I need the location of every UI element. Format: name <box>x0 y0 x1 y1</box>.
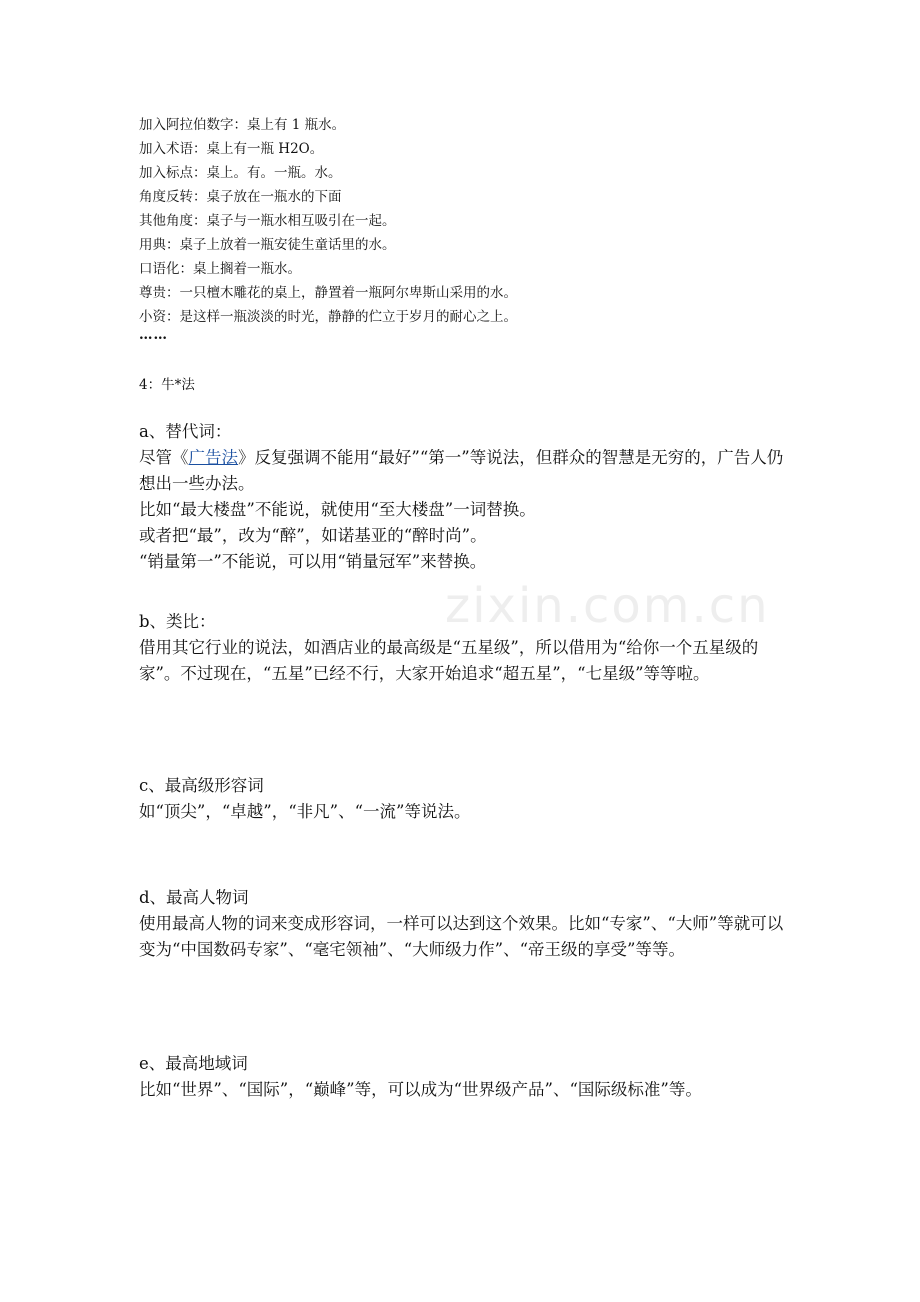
section-title: 4：牛*法 <box>139 377 195 393</box>
watermark: zixin.com.cn <box>445 578 770 634</box>
ellipsis: …… <box>139 327 168 343</box>
section-e-heading: e、最高地域词 <box>139 1054 248 1073</box>
example-line: 角度反转：桌子放在一瓶水的下面 <box>139 189 342 205</box>
section-a-heading: a、替代词： <box>139 422 232 441</box>
section-d <box>139 885 789 963</box>
section-c-paragraph: 如“顶尖”，“卓越”，“非凡”、“一流”等说法。 <box>139 802 471 821</box>
section-b-paragraph: 借用其它行业的说法，如酒店业的最高级是“五星级”，所以借用为“给你一个五星级的家”。不过现在，“五星”已经不行，大家开始追求“超五星”，“七星级”等等啦。 <box>139 638 759 683</box>
section-a-paragraph: 或者把“最”，改为“醉”，如诺基亚的“醉时尚”。 <box>139 526 487 545</box>
section-e-paragraph: 比如“世界”、“国际”，“巅峰”等，可以成为“世界级产品”、“国际级标准”等。 <box>139 1080 702 1099</box>
section-b-heading: b、类比： <box>139 612 216 631</box>
section-d-paragraph: 使用最高人物的词来变成形容词，一样可以达到这个效果。比如“专家”、“大师”等就可以变为“中国数码专家”、“毫宅领袖”、“大师级力作”、“帝王级的享受”等等。 <box>139 914 784 959</box>
example-line: 口语化：桌上搁着一瓶水。 <box>139 261 301 277</box>
section-a-paragraph: 比如“最大楼盘”不能说，就使用“至大楼盘”一词替换。 <box>139 500 536 519</box>
section-a-paragraph: 尽管《广告法》反复强调不能用“最好”“第一”等说法，但群众的智慧是无穷的，广告人仍想出一些办法。 <box>139 448 784 493</box>
section-a <box>139 419 789 575</box>
section-a-paragraph: “销量第一”不能说，可以用“销量冠军”来替换。 <box>139 552 487 571</box>
example-line: 其他角度：桌子与一瓶水相互吸引在一起。 <box>139 213 396 229</box>
section-d-heading: d、最高人物词 <box>139 888 249 907</box>
example-line: 加入术语：桌上有一瓶 H2O。 <box>139 141 324 157</box>
section-b <box>139 609 789 687</box>
example-line: 用典：桌子上放着一瓶安徒生童话里的水。 <box>139 237 396 253</box>
section-c <box>139 773 789 825</box>
section-e <box>139 1051 789 1103</box>
ad-law-link[interactable]: 广告法 <box>188 448 238 467</box>
section-c-heading: c、最高级形容词 <box>139 776 264 795</box>
example-line: 加入标点：桌上。有。一瓶。水。 <box>139 165 342 181</box>
example-line: 加入阿拉伯数字：桌上有 1 瓶水。 <box>139 117 346 133</box>
example-line: 尊贵：一只檀木雕花的桌上，静置着一瓶阿尔卑斯山采用的水。 <box>139 285 517 301</box>
example-line: 小资：是这样一瓶淡淡的时光，静静的伫立于岁月的耐心之上。 <box>139 309 517 325</box>
